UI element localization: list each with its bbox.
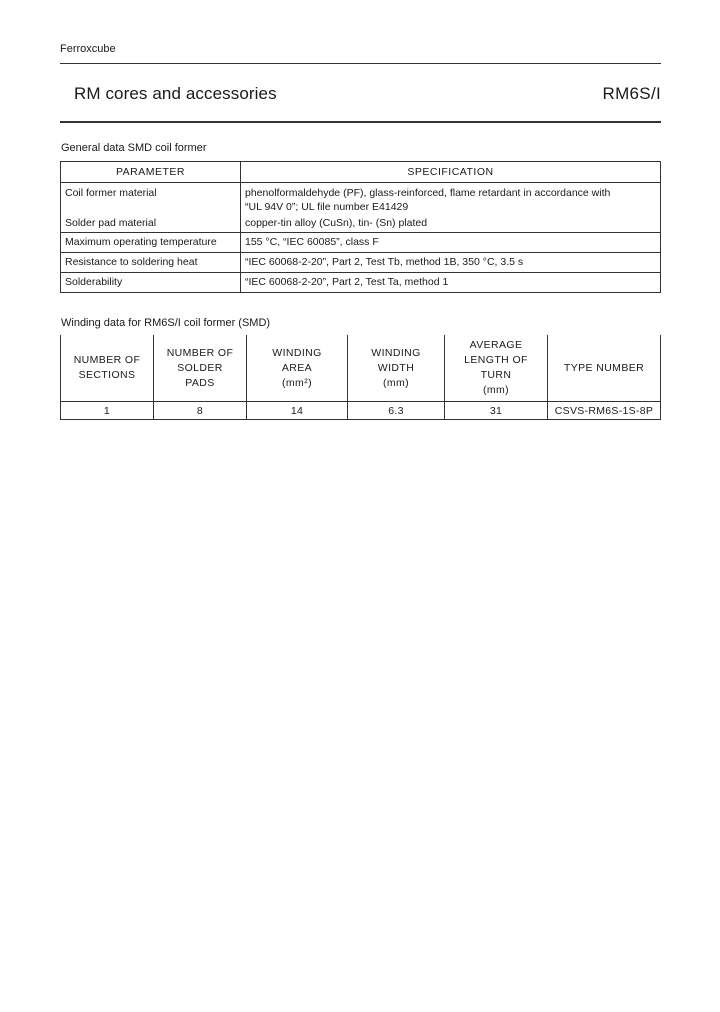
column-header-average-turn-length (445, 335, 548, 402)
parameter-cell: Resistance to soldering heat (61, 253, 241, 273)
parameter-cell: Coil former material (61, 183, 241, 216)
table-row (61, 215, 661, 233)
header-line: WINDING (371, 346, 421, 359)
specification-cell: “IEC 60068-2-20”, Part 2, Test Ta, method 1 (241, 273, 661, 293)
sections-cell: 1 (61, 402, 154, 420)
general-data-caption: General data SMD coil former (61, 142, 207, 154)
header-line: WINDING (272, 346, 322, 359)
table-row (61, 233, 661, 253)
specification-cell: copper-tin alloy (CuSn), tin- (Sn) plated (241, 215, 661, 233)
column-header-sections (61, 335, 154, 402)
parameter-cell: Maximum operating temperature (61, 233, 241, 253)
header-line: (mm) (382, 376, 410, 389)
parameter-cell: Solderability (61, 273, 241, 293)
header-line: (mm²) (282, 376, 312, 389)
table-header-row (61, 335, 661, 402)
header-line: (mm) (482, 384, 510, 396)
specification-line: “UL 94V 0”; UL file number E41429 (245, 201, 409, 213)
header-line: TYPE NUMBER (563, 361, 645, 374)
header-rule (60, 63, 661, 64)
column-header-specification: SPECIFICATION (241, 162, 661, 183)
column-header-winding-width (348, 335, 445, 402)
specification-cell (241, 183, 661, 216)
header-line: LENGTH OF (464, 354, 528, 366)
table-row (61, 273, 661, 293)
header-line: TURN (480, 369, 512, 381)
table-row (61, 402, 661, 420)
specification-line: phenolformaldehyde (PF), glass-reinforced, flame retardant in accordance with (245, 187, 611, 199)
header-line: AREA (281, 361, 313, 374)
parameter-cell: Solder pad material (61, 215, 241, 233)
winding-data-table (60, 335, 661, 420)
winding-data-caption: Winding data for RM6S/I coil former (SMD) (61, 317, 271, 329)
header-line: NUMBER OF (166, 346, 234, 359)
column-header-type-number (548, 335, 661, 402)
winding-width-cell: 6.3 (348, 402, 445, 420)
general-data-table (60, 161, 661, 293)
solder-pads-cell: 8 (154, 402, 247, 420)
column-header-solder-pads (154, 335, 247, 402)
header-line: WIDTH (377, 361, 415, 374)
average-turn-length-cell: 31 (445, 402, 548, 420)
table-row (61, 253, 661, 273)
specification-cell: “IEC 60068-2-20”, Part 2, Test Tb, method 1B, 350 °C, 3.5 s (241, 253, 661, 273)
winding-area-cell: 14 (247, 402, 348, 420)
type-number-cell: CSVS-RM6S-1S-8P (548, 402, 661, 420)
column-header-winding-area (247, 335, 348, 402)
table-header-row (61, 162, 661, 183)
specification-cell: 155 °C, “IEC 60085”, class F (241, 233, 661, 253)
company-name: Ferroxcube (60, 43, 116, 55)
table-row (61, 183, 661, 216)
header-line: NUMBER OF (73, 354, 141, 366)
header-line: PADS (185, 376, 215, 389)
header-line: SECTIONS (78, 369, 136, 381)
header-line: AVERAGE (469, 339, 523, 351)
header-line: SOLDER (177, 361, 223, 374)
title-rule (60, 121, 661, 123)
page-title: RM cores and accessories (74, 84, 277, 103)
product-code: RM6S/I (602, 84, 661, 103)
column-header-parameter: PARAMETER (61, 162, 241, 183)
